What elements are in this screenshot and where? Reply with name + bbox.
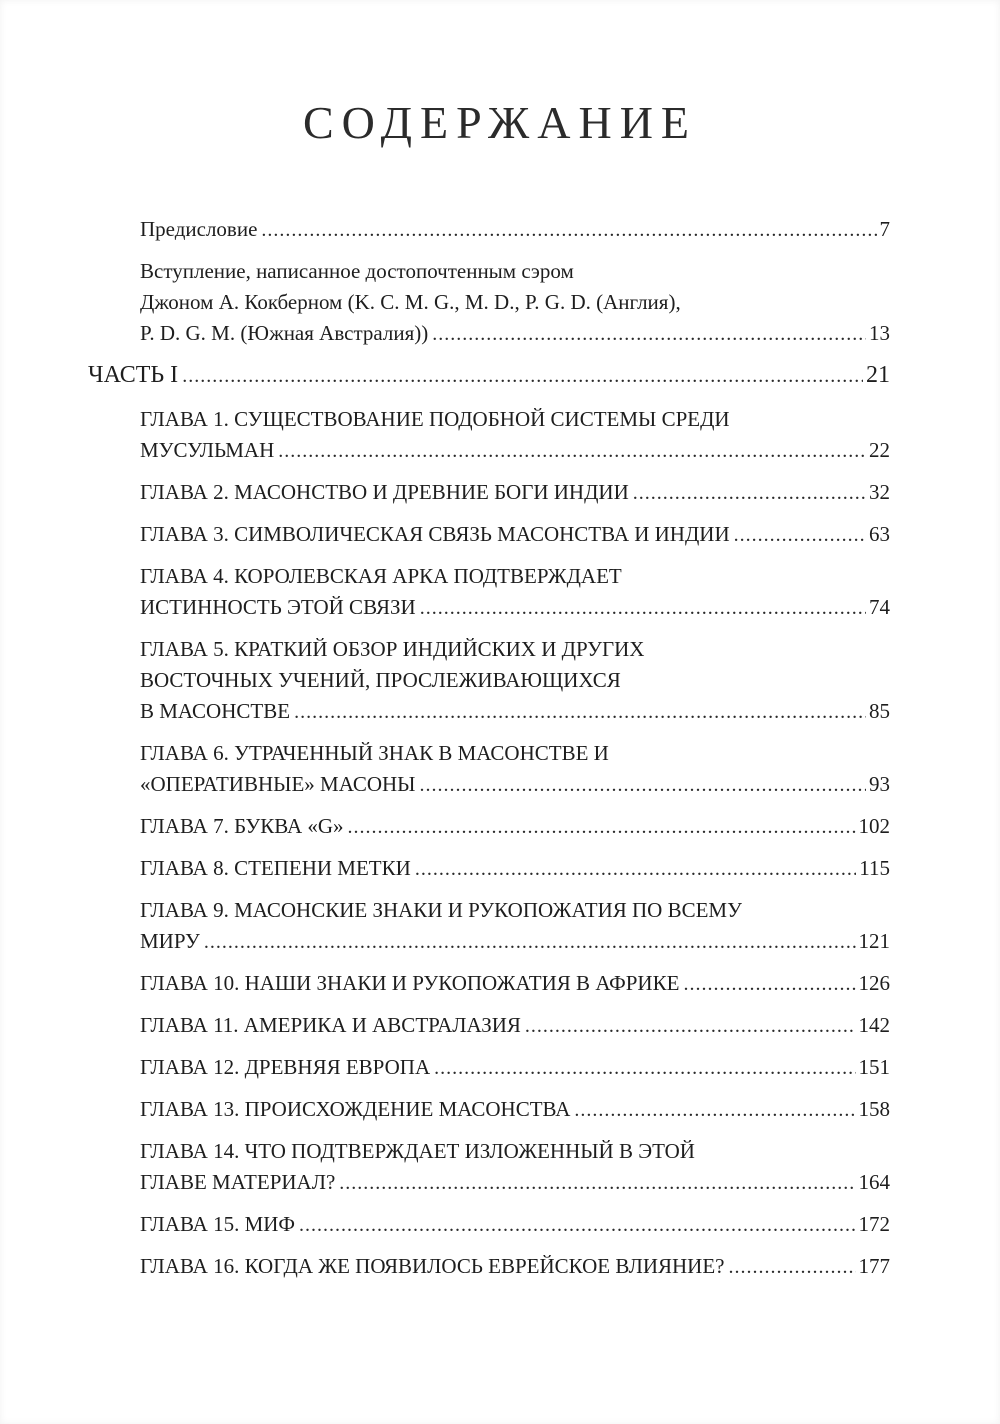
toc-page-number: 63 [869,521,890,546]
toc-entry [88,1010,890,1042]
toc-entry [88,519,890,551]
toc-entry-line [140,926,890,958]
toc-entry-text: В МАСОНСТВЕ [140,698,291,723]
toc-entry [88,1052,890,1084]
toc-page-number: 93 [869,771,890,796]
toc-entry [88,738,890,801]
toc-entry [88,256,890,350]
dot-leader [683,968,855,1000]
toc-page-number: 102 [858,813,890,838]
toc-entry-text: ГЛАВА 16. КОГДА ЖЕ ПОЯВИЛОСЬ ЕВРЕЙСКОЕ ВЛИЯНИЕ? [140,1253,725,1278]
toc-page-number: 85 [869,698,890,723]
dot-leader [415,853,856,885]
dot-leader [574,1094,855,1126]
toc-entry-line [140,1136,890,1167]
toc-entry-text: ГЛАВА 5. КРАТКИЙ ОБЗОР ИНДИЙСКИХ И ДРУГИХ [140,636,645,661]
dot-leader [434,1052,855,1084]
toc-entry-text: ГЛАВА 2. МАСОНСТВО И ДРЕВНИЕ БОГИ ИНДИИ [140,479,629,504]
toc-entry-text: МУСУЛЬМАН [140,437,275,462]
table-of-contents [0,214,1000,1283]
dot-leader [348,811,856,843]
toc-entry [88,214,890,246]
toc-entry-text: P. D. G. M. (Южная Австралия)) [140,320,429,345]
dot-leader [299,1209,856,1241]
toc-entry-text: ГЛАВА 8. СТЕПЕНИ МЕТКИ [140,855,411,880]
toc-page-number: 164 [858,1169,890,1194]
toc-entry [88,1094,890,1126]
dot-leader [633,477,866,509]
toc-page-number: 13 [869,320,890,345]
toc-page-number: 115 [859,855,890,880]
toc-entry-line [140,287,890,318]
toc-entry-text: ГЛАВА 15. МИФ [140,1211,295,1236]
dot-leader [278,435,866,467]
toc-page-number: 22 [869,437,890,462]
dot-leader [525,1010,856,1042]
dot-leader [204,926,856,958]
toc-entry-line [140,1094,890,1126]
toc-entry [88,360,890,392]
dot-leader [432,318,866,350]
dot-leader [261,214,876,246]
toc-entry-line [140,477,890,509]
toc-entry-text: ИСТИННОСТЬ ЭТОЙ СВЯЗИ [140,594,416,619]
toc-entry [88,1209,890,1241]
dot-leader [728,1251,855,1283]
toc-entry-line [140,561,890,592]
toc-entry-line [140,318,890,350]
toc-entry-text: ГЛАВА 12. ДРЕВНЯЯ ЕВРОПА [140,1054,431,1079]
toc-entry-line [140,519,890,551]
toc-entry-text: Джоном А. Кокберном (K. C. M. G., M. D., P. G. D. (Англия), [140,289,681,314]
toc-entry-line [140,1052,890,1084]
toc-entry-text: ВОСТОЧНЫХ УЧЕНИЙ, ПРОСЛЕЖИВАЮЩИХСЯ [140,667,621,692]
toc-entry-text: ГЛАВЕ МАТЕРИАЛ? [140,1169,336,1194]
toc-entry-line [140,435,890,467]
toc-entry-text: МИРУ [140,928,200,953]
dot-leader [182,360,863,392]
toc-entry-line [140,214,890,246]
toc-entry [88,634,890,728]
toc-entry [88,1136,890,1199]
toc-entry [88,477,890,509]
toc-entry-text: ГЛАВА 3. СИМВОЛИЧЕСКАЯ СВЯЗЬ МАСОНСТВА И ИНДИИ [140,521,730,546]
toc-entry-line [140,738,890,769]
toc-entry [88,404,890,467]
toc-entry-line [140,592,890,624]
toc-entry-text: ЧАСТЬ I [88,361,179,388]
toc-entry-text: ГЛАВА 1. СУЩЕСТВОВАНИЕ ПОДОБНОЙ СИСТЕМЫ СРЕДИ [140,406,730,431]
dot-leader [734,519,866,551]
toc-entry-text: «ОПЕРАТИВНЫЕ» МАСОНЫ [140,771,416,796]
toc-page-number: 177 [858,1253,890,1278]
toc-entry-text: Предисловие [140,216,258,241]
toc-entry-text: ГЛАВА 4. КОРОЛЕВСКАЯ АРКА ПОДТВЕРЖДАЕТ [140,563,622,588]
toc-entry-line [140,1209,890,1241]
toc-page-number: 7 [879,216,890,241]
toc-entry [88,895,890,958]
dot-leader [294,696,866,728]
toc-entry [88,968,890,1000]
toc-entry-text: ГЛАВА 13. ПРОИСХОЖДЕНИЕ МАСОНСТВА [140,1096,571,1121]
toc-page-number: 172 [858,1211,890,1236]
toc-entry-line [140,665,890,696]
toc-entry-text: ГЛАВА 6. УТРАЧЕННЫЙ ЗНАК В МАСОНСТВЕ И [140,740,609,765]
toc-entry-text: ГЛАВА 11. АМЕРИКА И АВСТРАЛАЗИЯ [140,1012,521,1037]
toc-entry-line [140,769,890,801]
toc-entry-line [140,1251,890,1283]
toc-entry [88,1251,890,1283]
toc-entry-line [140,811,890,843]
dot-leader [339,1167,855,1199]
toc-entry-line [140,895,890,926]
toc-entry-line [140,1167,890,1199]
toc-entry-line [140,1010,890,1042]
toc-entry-line [88,360,890,392]
toc-page-number: 121 [858,928,890,953]
dot-leader [419,769,866,801]
toc-page-number: 126 [858,970,890,995]
toc-entry-text: ГЛАВА 14. ЧТО ПОДТВЕРЖДАЕТ ИЗЛОЖЕННЫЙ В ЭТОЙ [140,1138,695,1163]
toc-entry [88,853,890,885]
toc-page-number: 21 [866,361,890,388]
page-title: СОДЕРЖАНИЕ [302,97,698,148]
toc-page-number: 32 [869,479,890,504]
toc-entry-line [140,853,890,885]
toc-entry-text: ГЛАВА 9. МАСОНСКИЕ ЗНАКИ И РУКОПОЖАТИЯ ПО ВСЕМУ [140,897,742,922]
toc-page-number: 158 [858,1096,890,1121]
toc-entry-line [140,256,890,287]
toc-entry-line [140,696,890,728]
toc-entry-line [140,404,890,435]
toc-entry-text: Вступление, написанное достопочтенным сэром [140,258,574,283]
dot-leader [420,592,866,624]
toc-page-number: 151 [858,1054,890,1079]
toc-page-number: 142 [858,1012,890,1037]
toc-entry-text: ГЛАВА 7. БУКВА «G» [140,813,344,838]
toc-entry-line [140,968,890,1000]
toc-entry [88,561,890,624]
toc-entry-line [140,634,890,665]
toc-entry [88,811,890,843]
toc-page-number: 74 [869,594,890,619]
toc-entry-text: ГЛАВА 10. НАШИ ЗНАКИ И РУКОПОЖАТИЯ В АФРИКЕ [140,970,680,995]
